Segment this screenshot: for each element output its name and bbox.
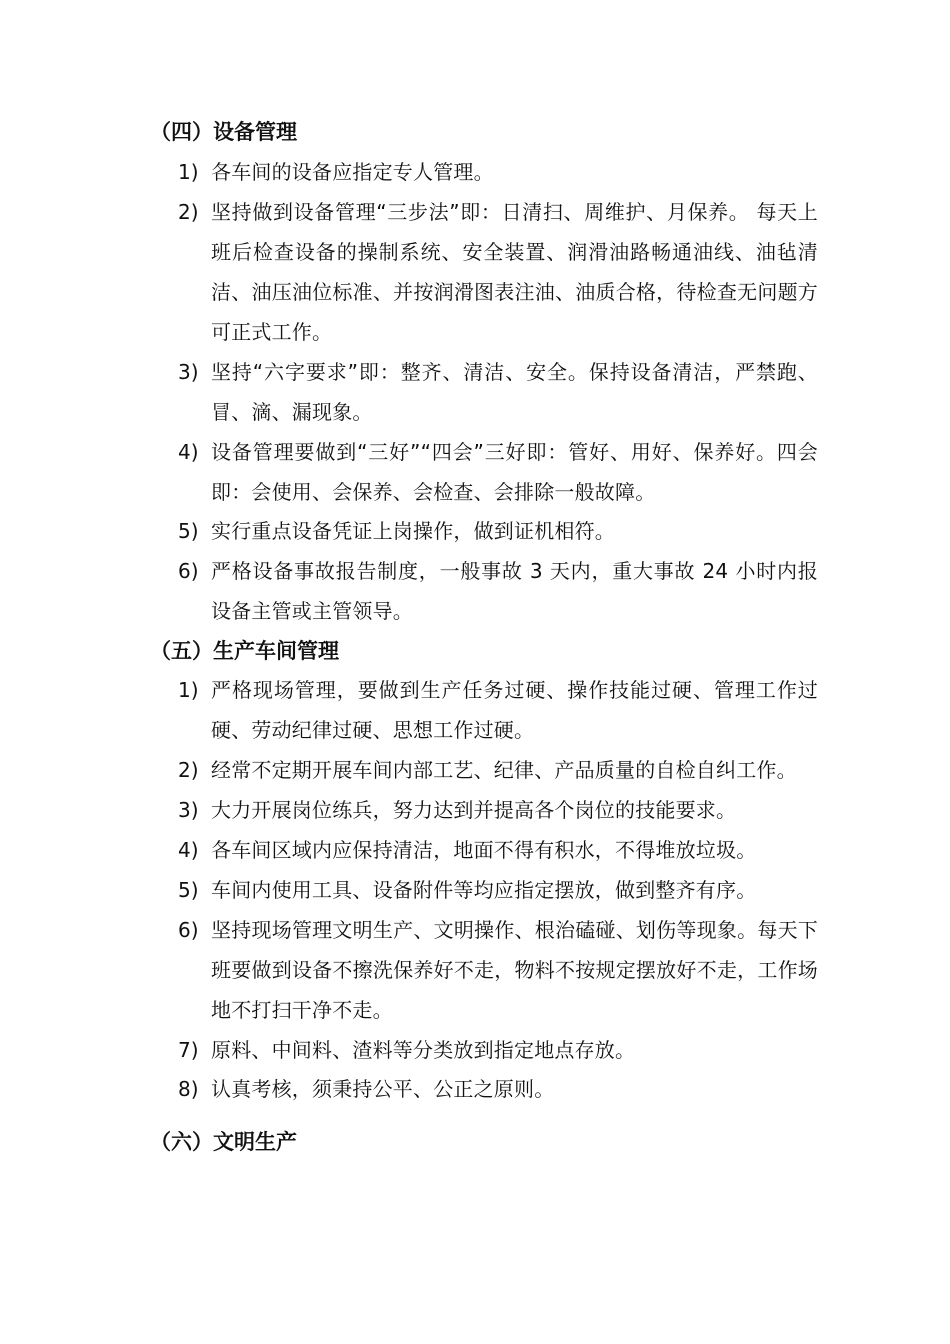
list-item: [178, 1030, 818, 1070]
item-number: 7): [178, 1038, 199, 1062]
list-item: [178, 152, 818, 192]
item-text: 各车间的设备应指定专人管理。: [211, 160, 494, 184]
item-number: 4): [178, 838, 199, 862]
item-text: 认真考核，须秉持公平、公正之原则。: [211, 1077, 555, 1101]
item-number: 6): [178, 559, 199, 583]
item-text: 坚持做到设备管理“三步法”即：日清扫、周维护、月保养。 每天上班后检查设备的操制系统、安全装置、润滑油路畅通油线、油毡清洁、油压油位标准、并按润滑图表注油、油质合格，待检查无问题方可正式工作。: [211, 200, 818, 344]
list-item: [178, 750, 818, 790]
item-number: 2): [178, 200, 199, 224]
item-number: 8): [178, 1077, 199, 1101]
item-number: 1): [178, 678, 199, 702]
item-text: 大力开展岗位练兵，努力达到并提高各个岗位的技能要求。: [211, 798, 737, 822]
item-number: 5): [178, 519, 199, 543]
item-number: 6): [178, 918, 199, 942]
list-item: [178, 432, 818, 512]
list-item: [178, 790, 818, 830]
item-text: 设备管理要做到“三好”“四会”三好即：管好、用好、保养好。四会即：会使用、会保养、会检查、会排除一般故障。: [211, 440, 818, 504]
item-text: 原料、中间料、渣料等分类放到指定地点存放。: [211, 1038, 636, 1062]
item-text: 坚持现场管理文明生产、文明操作、根治磕碰、划伤等现象。每天下班要做到设备不擦洗保养好不走，物料不按规定摆放好不走，工作场地不打扫干净不走。: [211, 918, 818, 1022]
item-text: 严格设备事故报告制度，一般事故 3 天内，重大事故 24 小时内报设备主管或主管领导。: [211, 559, 818, 623]
item-number: 3): [178, 798, 199, 822]
list-item: [178, 352, 818, 432]
list-item: [178, 870, 818, 910]
list-item: [178, 830, 818, 870]
list-item: [178, 511, 818, 551]
list-item: [178, 192, 818, 352]
item-number: 4): [178, 440, 199, 464]
item-text: 严格现场管理，要做到生产任务过硬、操作技能过硬、管理工作过硬、劳动纪律过硬、思想工作过硬。: [211, 678, 818, 742]
item-number: 5): [178, 878, 199, 902]
list-item: [178, 1069, 818, 1109]
section-heading-production: （五）生产车间管理: [150, 639, 339, 663]
list-item: [178, 551, 818, 631]
item-text: 经常不定期开展车间内部工艺、纪律、产品质量的自检自纠工作。: [211, 758, 797, 782]
item-number: 1): [178, 160, 199, 184]
item-text: 车间内使用工具、设备附件等均应指定摆放，做到整齐有序。: [211, 878, 757, 902]
item-number: 3): [178, 360, 199, 384]
item-number: 2): [178, 758, 199, 782]
item-text: 坚持“六字要求”即：整齐、清洁、安全。保持设备清洁，严禁跑、冒、滴、漏现象。: [211, 360, 818, 424]
item-text: 各车间区域内应保持清洁，地面不得有积水，不得堆放垃圾。: [211, 838, 757, 862]
list-item: [178, 910, 818, 1030]
list-item: [178, 670, 818, 750]
section-heading-equipment: （四）设备管理: [150, 120, 297, 144]
item-text: 实行重点设备凭证上岗操作，做到证机相符。: [211, 519, 615, 543]
section-heading-civilized-production: （六）文明生产: [150, 1130, 297, 1154]
